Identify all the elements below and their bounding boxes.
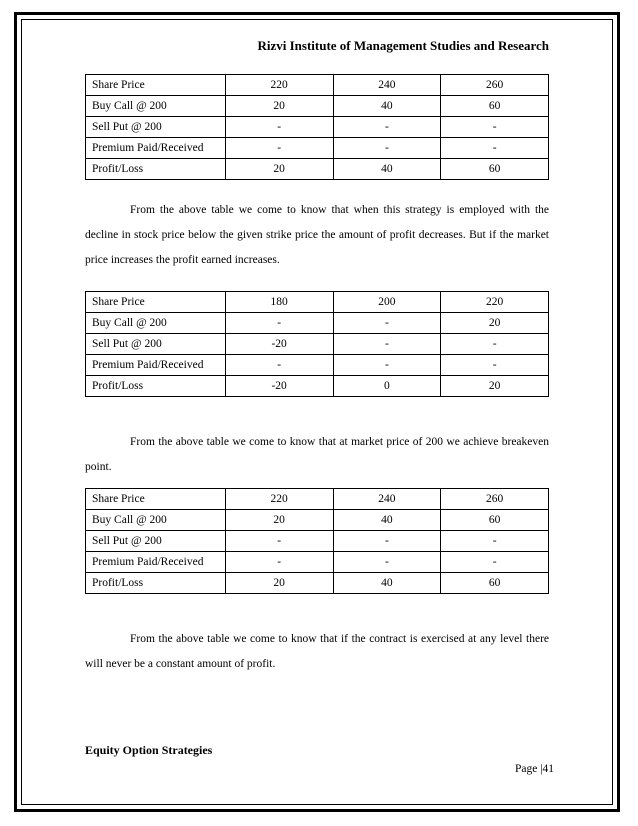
value-cell: 20 <box>441 313 549 334</box>
value-cell: 40 <box>333 96 441 117</box>
table-body <box>86 75 549 180</box>
value-cell: 60 <box>441 573 549 594</box>
value-cell: -20 <box>225 334 333 355</box>
value-cell: - <box>225 552 333 573</box>
value-cell: 20 <box>225 510 333 531</box>
value-cell: 40 <box>333 510 441 531</box>
row-label-cell: Premium Paid/Received <box>86 355 226 376</box>
table-row <box>86 117 549 138</box>
value-cell: 240 <box>333 489 441 510</box>
value-cell: 60 <box>441 510 549 531</box>
value-cell: 20 <box>225 96 333 117</box>
footer-title: Equity Option Strategies <box>85 743 213 757</box>
paragraph: From the above table we come to know that when this strategy is employed with the decline in stock price below the given strike price the amount of profit decreases. But if the market price increases the profit earned increases. <box>85 204 549 266</box>
row-label-cell: Sell Put @ 200 <box>86 117 226 138</box>
value-cell: 240 <box>333 75 441 96</box>
value-cell: 40 <box>333 159 441 180</box>
value-cell: 40 <box>333 573 441 594</box>
table-row <box>86 292 549 313</box>
table-row <box>86 489 549 510</box>
value-cell: 220 <box>225 489 333 510</box>
table-row <box>86 138 549 159</box>
value-cell: - <box>225 531 333 552</box>
value-cell: 180 <box>225 292 333 313</box>
table-row <box>86 313 549 334</box>
row-label-cell: Buy Call @ 200 <box>86 510 226 531</box>
table-row <box>86 75 549 96</box>
table-row <box>86 531 549 552</box>
strategy-table <box>85 74 549 180</box>
value-cell: - <box>333 355 441 376</box>
table-row <box>86 510 549 531</box>
row-label-cell: Buy Call @ 200 <box>86 313 226 334</box>
row-label-cell: Premium Paid/Received <box>86 552 226 573</box>
strategy-table <box>85 488 549 594</box>
value-cell: - <box>333 138 441 159</box>
page-number: Page |41 <box>514 763 554 775</box>
value-cell: - <box>225 355 333 376</box>
value-cell: - <box>333 117 441 138</box>
row-label-cell: Share Price <box>86 75 226 96</box>
value-cell: 20 <box>225 159 333 180</box>
value-cell: 200 <box>333 292 441 313</box>
value-cell: - <box>225 138 333 159</box>
value-cell: - <box>333 531 441 552</box>
value-cell: 20 <box>441 376 549 397</box>
value-cell: - <box>333 552 441 573</box>
value-cell: 0 <box>333 376 441 397</box>
value-cell: -20 <box>225 376 333 397</box>
value-cell: - <box>333 313 441 334</box>
value-cell: - <box>225 117 333 138</box>
table-row <box>86 334 549 355</box>
table-body <box>86 292 549 397</box>
row-label-cell: Share Price <box>86 292 226 313</box>
value-cell: - <box>441 138 549 159</box>
table-row <box>86 376 549 397</box>
value-cell: 60 <box>441 159 549 180</box>
value-cell: 60 <box>441 96 549 117</box>
value-cell: - <box>441 117 549 138</box>
value-cell: - <box>441 334 549 355</box>
value-cell: - <box>225 313 333 334</box>
header-institute: Rizvi Institute of Management Studies and Research <box>257 38 549 53</box>
value-cell: 220 <box>225 75 333 96</box>
table-body <box>86 489 549 594</box>
value-cell: - <box>441 355 549 376</box>
table-row <box>86 96 549 117</box>
row-label-cell: Profit/Loss <box>86 573 226 594</box>
row-label-cell: Profit/Loss <box>86 159 226 180</box>
table-row <box>86 552 549 573</box>
row-label-cell: Sell Put @ 200 <box>86 531 226 552</box>
value-cell: 20 <box>225 573 333 594</box>
value-cell: - <box>441 552 549 573</box>
table-row <box>86 355 549 376</box>
row-label-cell: Buy Call @ 200 <box>86 96 226 117</box>
value-cell: 260 <box>441 75 549 96</box>
table-row <box>86 159 549 180</box>
strategy-table <box>85 291 549 397</box>
paragraph: From the above table we come to know that if the contract is exercised at any level there will never be a constant amount of profit. <box>85 633 549 670</box>
row-label-cell: Profit/Loss <box>86 376 226 397</box>
table-row <box>86 573 549 594</box>
row-label-cell: Premium Paid/Received <box>86 138 226 159</box>
value-cell: 260 <box>441 489 549 510</box>
row-label-cell: Sell Put @ 200 <box>86 334 226 355</box>
value-cell: - <box>441 531 549 552</box>
row-label-cell: Share Price <box>86 489 226 510</box>
value-cell: 220 <box>441 292 549 313</box>
value-cell: - <box>333 334 441 355</box>
paragraph: From the above table we come to know that at market price of 200 we achieve breakeven point. <box>85 436 549 473</box>
